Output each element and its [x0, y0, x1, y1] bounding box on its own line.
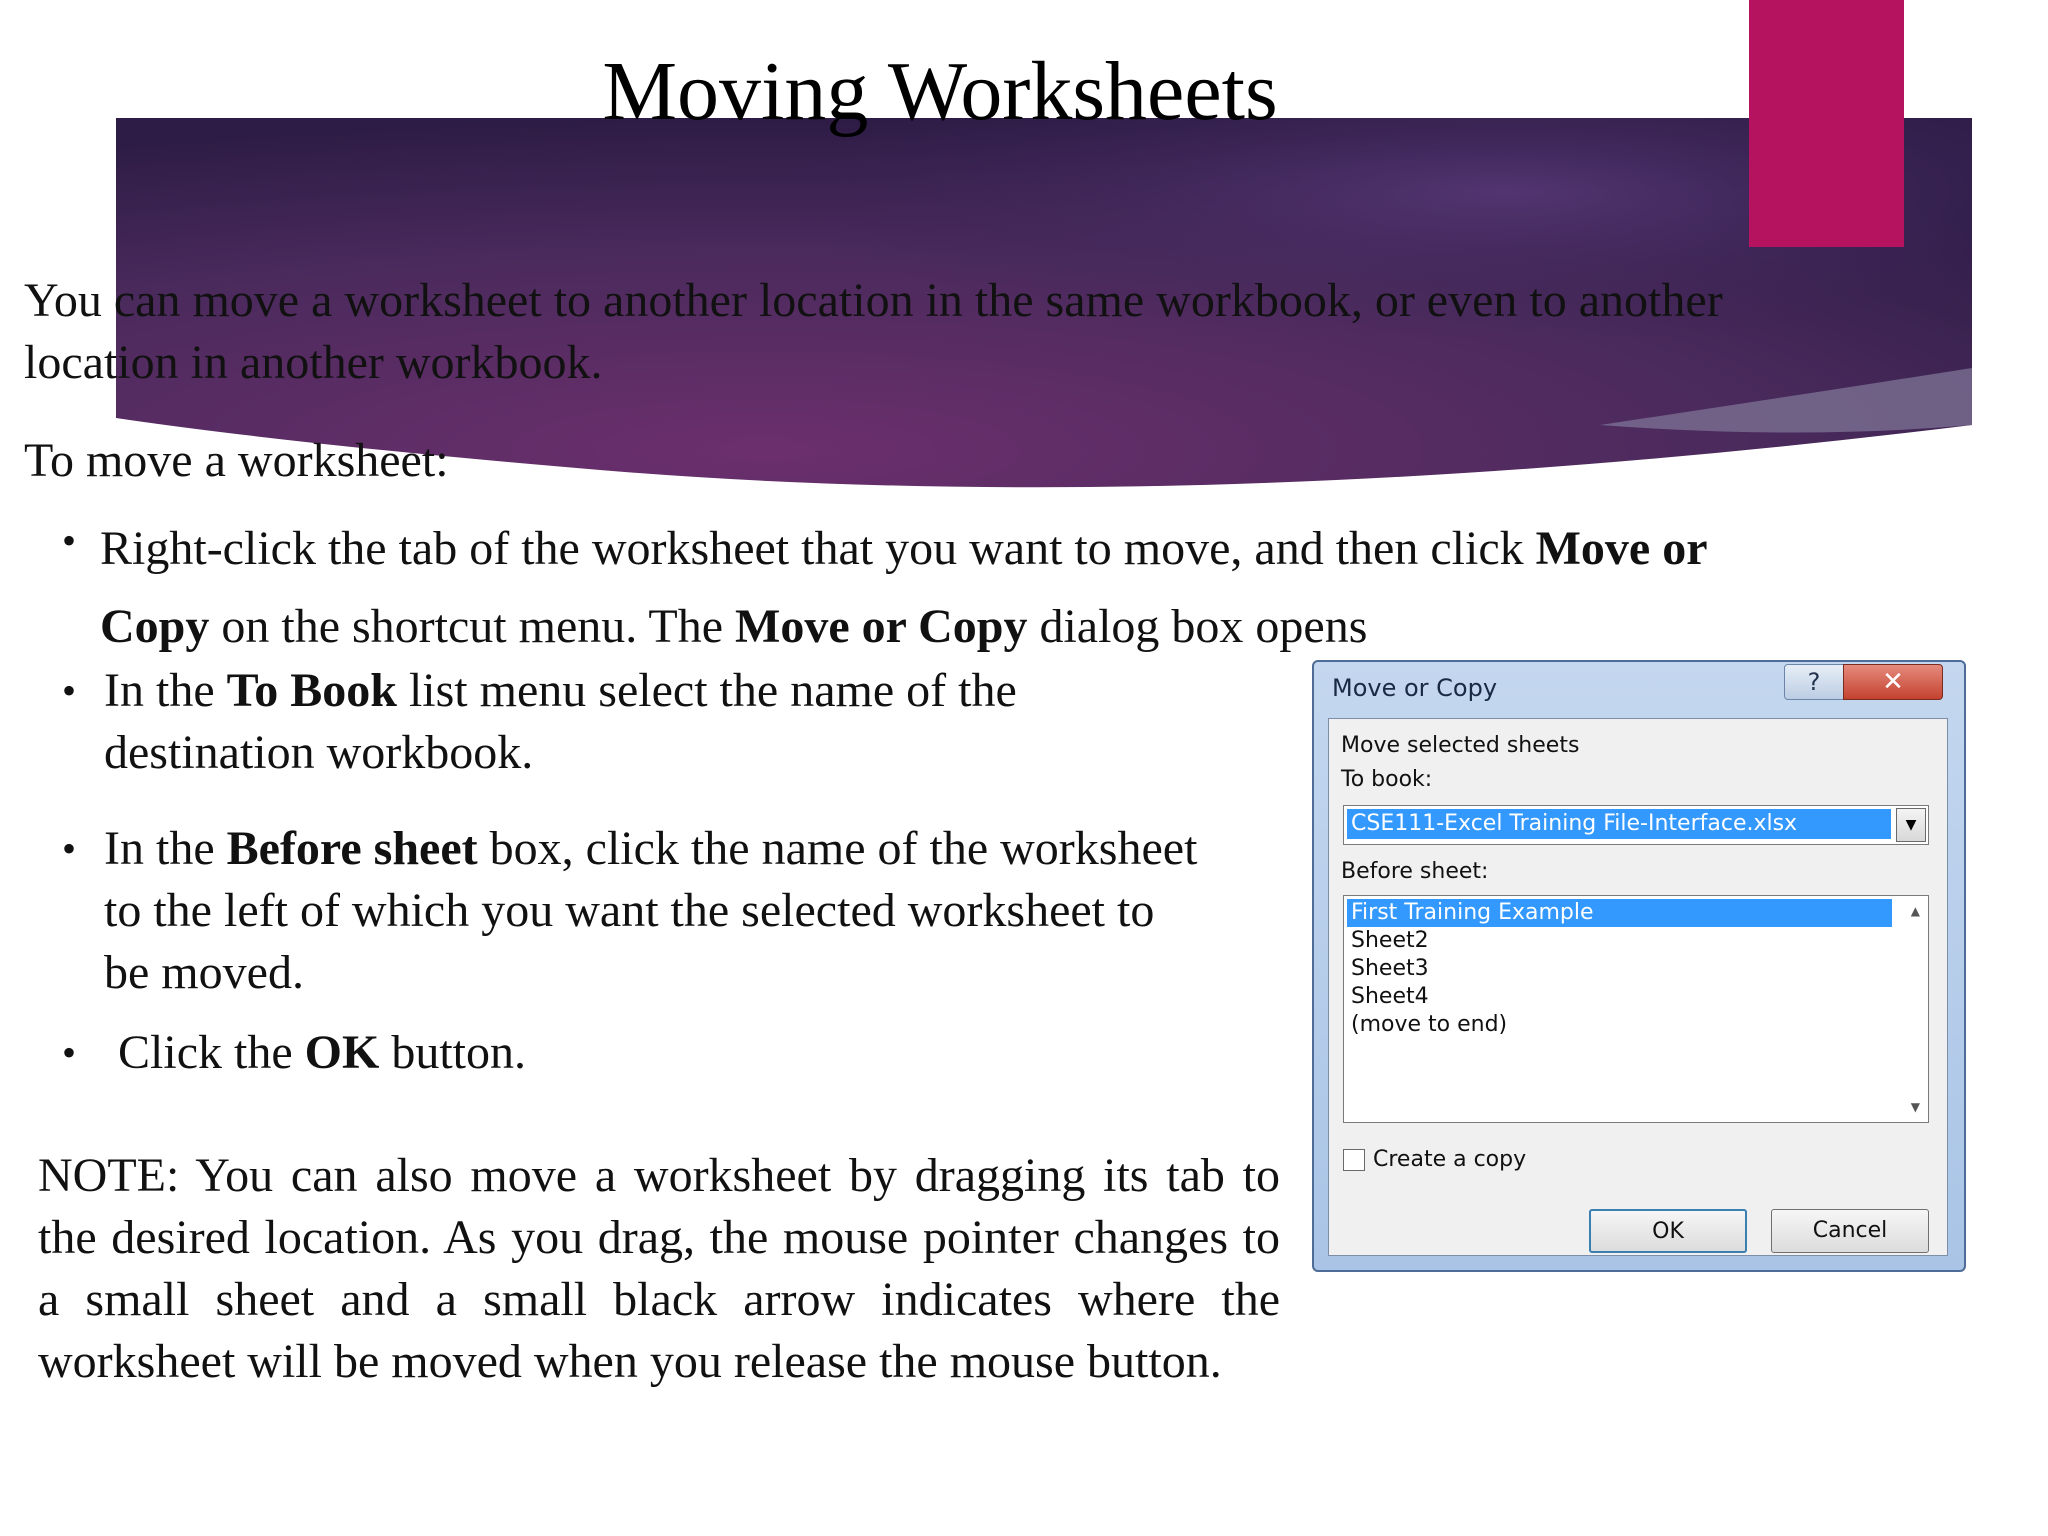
note-paragraph: NOTE: You can also move a worksheet by dragging its tab to the desired location. As you drag, the mouse pointer changes to a small sheet and a small black arrow indicates where the worksheet will be moved when you release the mouse button.: [38, 1149, 1280, 1388]
to-book-label: To book:: [1341, 767, 1433, 792]
bullet-1-line-1: Right-click the tab of the worksheet that you want to move, and then click Move or: [100, 522, 1708, 575]
create-copy-checkbox[interactable]: [1343, 1149, 1365, 1171]
bullet-1-line-2: Copy on the shortcut menu. The Move or Copy dialog box opens: [100, 600, 1368, 653]
list-item-sheet3[interactable]: Sheet3: [1351, 956, 1429, 981]
create-copy-label: Create a copy: [1373, 1147, 1527, 1172]
cancel-button[interactable]: Cancel: [1771, 1209, 1929, 1253]
before-sheet-label: Before sheet:: [1341, 859, 1489, 884]
dialog-title: Move or Copy: [1332, 674, 1498, 702]
before-sheet-list[interactable]: [1343, 895, 1929, 1123]
intro-line-2: location in another workbook.: [24, 336, 603, 389]
to-book-dropdown[interactable]: [1343, 805, 1929, 845]
scroll-down-icon[interactable]: ▼: [1910, 1100, 1920, 1114]
chevron-down-icon[interactable]: ▼: [1896, 808, 1926, 842]
move-selected-label: Move selected sheets: [1341, 733, 1580, 758]
ok-button[interactable]: OK: [1589, 1209, 1747, 1253]
slide-title: Moving Worksheets: [602, 45, 1278, 138]
bullet-dot: •: [62, 1030, 77, 1075]
close-button[interactable]: ✕: [1843, 664, 1943, 700]
bullet-dot: •: [62, 518, 77, 563]
bullet-dot: •: [62, 668, 77, 713]
move-or-copy-dialog: [1312, 660, 1966, 1272]
scroll-up-icon[interactable]: ▲: [1910, 904, 1920, 918]
intro-text: [24, 270, 1723, 394]
to-book-value: CSE111-Excel Training File-Interface.xlsx: [1347, 809, 1891, 839]
to-move-heading: To move a worksheet:: [24, 434, 449, 487]
dialog-body: [1328, 718, 1948, 1256]
intro-line-1: You can move a worksheet to another location in the same workbook, or even to another: [24, 274, 1723, 327]
bullet-dot: •: [62, 826, 77, 871]
list-item-first-training-example[interactable]: First Training Example: [1347, 899, 1892, 927]
help-button[interactable]: ?: [1784, 664, 1844, 700]
list-item-move-to-end[interactable]: (move to end): [1351, 1012, 1508, 1037]
list-item-sheet4[interactable]: Sheet4: [1351, 984, 1429, 1009]
slide: Moving Worksheets You can move a worksheet to another location in the same workbook, or even to another location in another workbook. To move a worksheet: • Right-click the tab of the worksheet that you want to move, and then click Move or Copy on the shortcut menu. The Move or Copy dialog box opens • In the To Book list menu select the name of the destination workbook. • In the Before sheet box, click the name of the worksheet to the left of which you want the selected worksheet to be moved. • Click the OK button. NOTE: You can also move a worksheet by dragging its tab to the desired location. As you drag, the mouse pointer changes to a small sheet and a small black arrow indicates where the worksheet will be moved when you release the mouse button. Move or Copy ? ✕ Move selected sheets To book: CSE111-Excel Training File-Interface.xlsx ▼ Before sheet: First Training Example Sheet2 Sheet3 Sheet4 (move to end) ▲ ▼ Create a copy OK Cancel: [0, 0, 2048, 1536]
list-item-sheet2[interactable]: Sheet2: [1351, 928, 1429, 953]
